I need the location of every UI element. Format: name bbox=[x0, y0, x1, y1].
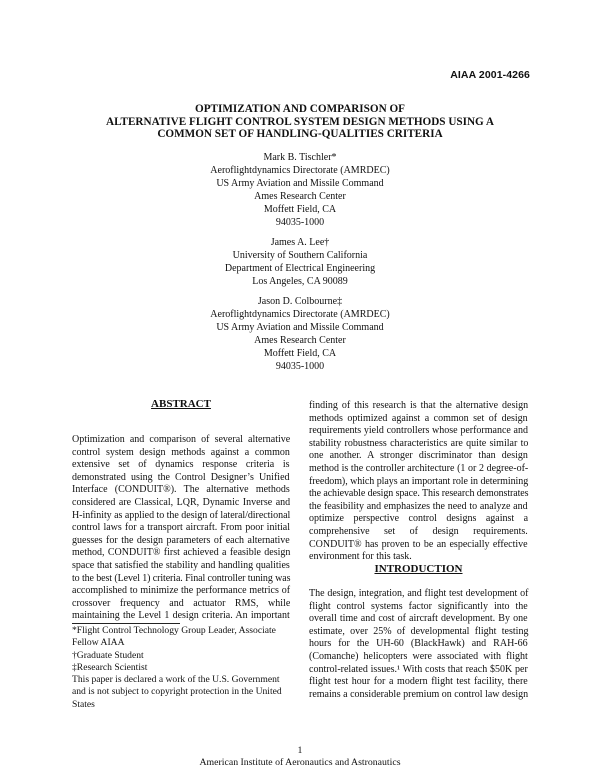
affiliation-line: Moffett Field, CA bbox=[263, 347, 337, 359]
text-line: flight test hour for a modern flight test facility, there bbox=[309, 676, 528, 688]
footnote-line: *Flight Control Technology Group Leader, Associate bbox=[72, 625, 276, 636]
affiliation-line: 94035-1000 bbox=[275, 216, 325, 228]
text-line: methods optimized against a common set of design bbox=[309, 412, 528, 424]
text-line: the achievable design space. This research demonstrates bbox=[309, 488, 529, 500]
paper-id: AIAA 2001-4266 bbox=[450, 69, 530, 81]
text-line: The design, integration, and flight test development of bbox=[309, 588, 529, 599]
introduction-paragraph bbox=[309, 588, 528, 701]
author-name: Jason D. Colbourne‡ bbox=[257, 296, 343, 307]
text-line: optimize perspective control designs against a bbox=[309, 513, 529, 525]
footnote-line: and is not subject to copyright protection in the United bbox=[72, 686, 282, 698]
affiliation-line: US Army Aviation and Missile Command bbox=[216, 177, 384, 189]
title-line: OPTIMIZATION AND COMPARISON OF bbox=[195, 103, 405, 115]
affiliation-line: Ames Research Center bbox=[254, 334, 346, 346]
affiliation-line: Aeroflightdynamics Directorate (AMRDEC) bbox=[210, 164, 390, 176]
page-footer bbox=[0, 745, 600, 769]
title-line: ALTERNATIVE FLIGHT CONTROL SYSTEM DESIGN METHODS USING A bbox=[105, 115, 495, 128]
text-line: Optimization and comparison of several alternative bbox=[72, 434, 291, 445]
affiliation-line: US Army Aviation and Missile Command bbox=[216, 321, 384, 333]
abstract-continued-paragraph bbox=[309, 400, 528, 564]
text-line: H-infinity as applied to the design of lateral/directional bbox=[72, 509, 291, 521]
text-line: environment for this task. bbox=[309, 551, 412, 563]
footnote-line: States bbox=[72, 698, 95, 710]
text-line: control laws for a transport aircraft. From poor initial bbox=[72, 522, 290, 534]
text-line: remains a considerable premium on control law design bbox=[309, 688, 529, 700]
affiliation-line: Moffett Field, CA bbox=[263, 203, 337, 215]
text-line: crossover frequency and actuator RMS, while bbox=[72, 597, 291, 609]
footnote-line: Fellow AIAA bbox=[72, 637, 125, 649]
footnote-line: This paper is declared a work of the U.S. Government bbox=[72, 674, 280, 686]
affiliation-line: 94035-1000 bbox=[275, 360, 325, 372]
text-line: method is the controller architecture (1 or 2 degree-of- bbox=[309, 462, 529, 474]
footnote-divider bbox=[72, 623, 180, 624]
text-line: control-related issues.¹ With costs that reach $50K per bbox=[309, 663, 528, 675]
introduction-heading: INTRODUCTION bbox=[374, 563, 463, 575]
text-line: overall time and cost of aircraft development. By one bbox=[309, 613, 528, 625]
footnotes bbox=[72, 625, 290, 711]
text-line: the feasibility and emphasizes the need to analyze and bbox=[309, 500, 528, 512]
text-line: one another. A stronger discriminator than design bbox=[309, 450, 528, 462]
footnote-line: †Graduate Student bbox=[72, 649, 144, 661]
text-line: maintaining the Level 1 design criteria. An important bbox=[72, 610, 290, 622]
page-number: 1 bbox=[297, 745, 303, 756]
text-line: demonstrated using the Control Designer’s Unified bbox=[72, 471, 290, 483]
affiliation-line: Ames Research Center bbox=[254, 190, 346, 202]
author-block bbox=[150, 237, 450, 289]
text-line: estimate, over 25% of developmental flight testing bbox=[309, 625, 529, 637]
affiliation-line: Department of Electrical Engineering bbox=[224, 262, 376, 274]
text-line: extensive set of dynamics response criteria is bbox=[72, 459, 290, 471]
text-line: guesses for the design parameters of each alternative bbox=[72, 534, 290, 546]
text-line: freedom), which plays an important role in determining bbox=[309, 475, 529, 487]
text-line: CONDUIT® has proven to be an especially effective bbox=[309, 538, 528, 550]
text-line: (Comanche) helicopters were associated with flight bbox=[309, 650, 528, 662]
affiliation-line: Aeroflightdynamics Directorate (AMRDEC) bbox=[210, 308, 390, 320]
affiliation-line: Los Angeles, CA 90089 bbox=[252, 275, 348, 287]
text-line: comprehensive set of design requirements. bbox=[309, 525, 528, 537]
text-line: hours for the UH-60 (BlackHawk) and RAH-66 bbox=[309, 638, 528, 650]
footnote-line: ‡Research Scientist bbox=[72, 661, 148, 673]
author-block bbox=[150, 152, 450, 229]
affiliation-line: University of Southern California bbox=[232, 249, 368, 261]
paper-title bbox=[60, 103, 540, 141]
text-line: Interface (CONDUIT®). The alternative methods bbox=[72, 484, 290, 496]
text-line: requirements yield controllers whose performance and bbox=[309, 425, 528, 437]
abstract-heading: ABSTRACT bbox=[151, 398, 211, 410]
abstract-paragraph bbox=[72, 434, 290, 623]
text-line: method, CONDUIT® first achieved a feasible design bbox=[72, 547, 291, 559]
author-block bbox=[150, 296, 450, 373]
author-name: Mark B. Tischler* bbox=[263, 152, 337, 163]
text-line: to the best (Level 1) criteria. Final controller tuning was bbox=[72, 572, 291, 584]
text-line: accomplished to minimize the performance metrics of bbox=[72, 585, 291, 597]
text-line: finding of this research is that the alternative design bbox=[309, 400, 529, 411]
title-line: COMMON SET OF HANDLING-QUALITIES CRITERIA bbox=[157, 128, 443, 140]
footer-organization: American Institute of Aeronautics and Astronautics bbox=[199, 756, 401, 768]
text-line: control system design methods against a common bbox=[72, 446, 290, 458]
text-line: considered are Classical, LQR, Dynamic Inverse and bbox=[72, 496, 291, 508]
author-name: James A. Lee† bbox=[270, 237, 330, 248]
text-line: flight control systems factor significantly into the bbox=[309, 600, 528, 612]
text-line: space that satisfied the stability and handling qualities bbox=[72, 559, 290, 571]
text-line: stability robustness characteristics are quite similar to bbox=[309, 437, 529, 449]
